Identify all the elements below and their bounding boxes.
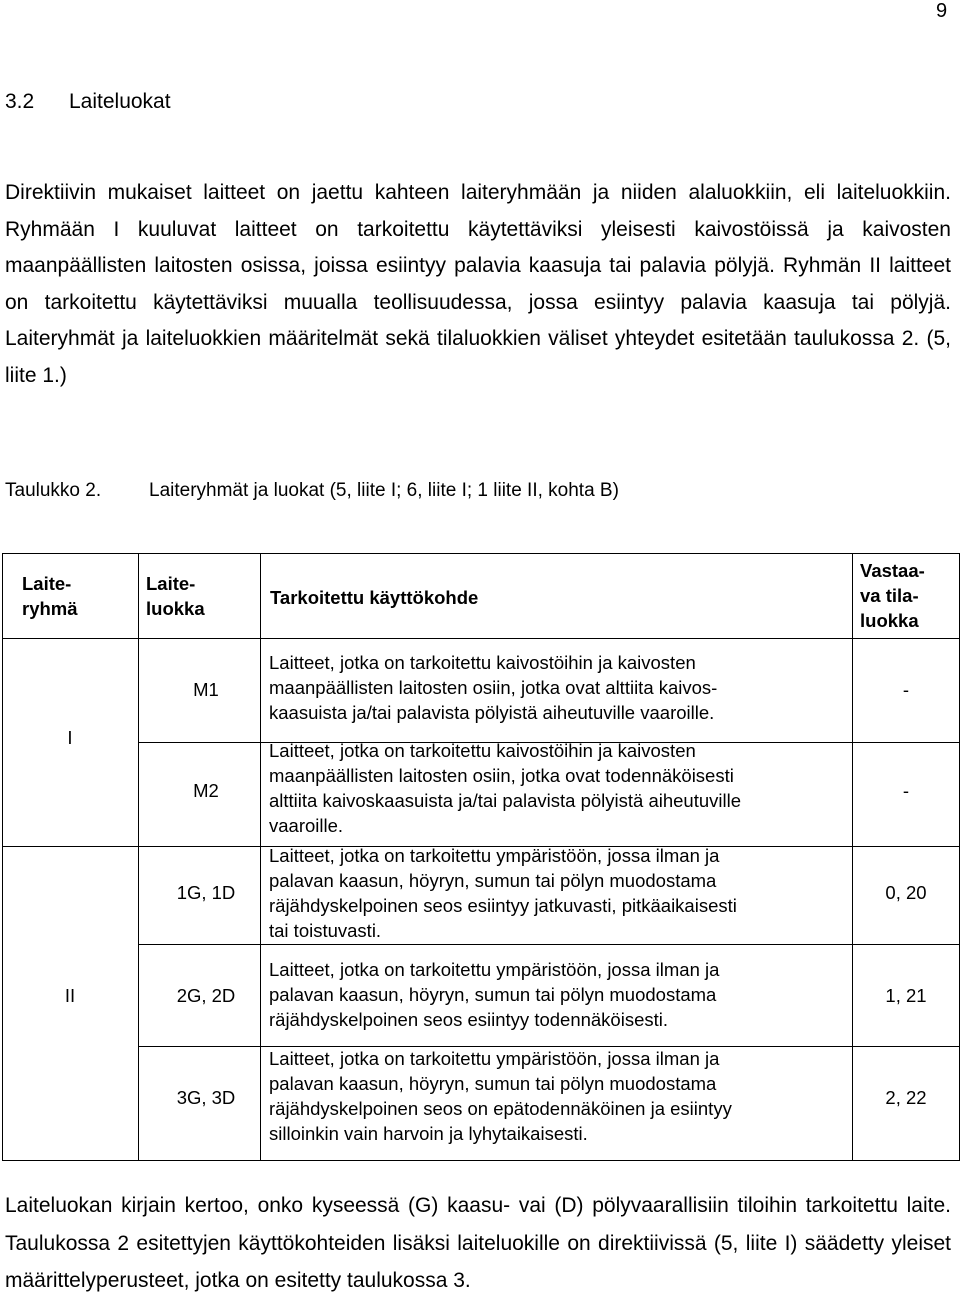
purpose-cell: Laitteet, jotka on tarkoitettu ympäristöön, jossa ilman ja palavan kaasun, höyryn, sumun tai pölyn muodostama räjähdyskelpoinen seos esiintyy jatkuvasti, pitkäaikaisesti tai toistuvasti. [269,845,737,941]
header-zone: Vastaa- va tila- luokka [860,560,925,631]
category-cell: 3G, 3D [176,1087,236,1108]
header-category: Laite- luokka [146,573,205,619]
purpose-cell: Laitteet, jotka on tarkoitettu kaivostöihin ja kaivosten maanpäällisten laitosten osiin, jotka ovat alttiita kaivos- kaasuista ja/tai palavista pölyistä aiheutuville vaaroille. [269,652,718,723]
table-caption-label: Taulukko 2. [5,480,102,501]
zone-cell: - [902,780,910,801]
closing-paragraph: Laiteluokan kirjain kertoo, onko kyseessä (G) kaasu- vai (D) pölyvaarallisiin tiloihin tarkoitettu laite. Taulukossa 2 esitettyjen käyttökohteiden lisäksi laiteluokille on direktiivissä (5, liite I) säädetty yleiset määrittelyperusteet, jotka on esitetty taulukossa 3. [5,1194,951,1292]
zone-cell: 2, 22 [885,1087,927,1108]
purpose-cell: Laitteet, jotka on tarkoitettu ympäristöön, jossa ilman ja palavan kaasun, höyryn, sumun tai pölyn muodostama räjähdyskelpoinen seos on epätodennäköinen ja esiintyy silloinkin vain harvoin ja lyhytaikaisesti. [269,1048,732,1144]
category-cell: M1 [193,679,219,700]
purpose-cell: Laitteet, jotka on tarkoitettu ympäristöön, jossa ilman ja palavan kaasun, höyryn, sumun tai pölyn muodostama räjähdyskelpoinen seos esiintyy todennäköisesti. [269,959,720,1030]
section-title: Laiteluokat [69,90,171,113]
page-number: 9 [936,0,948,22]
group-I: I [67,727,73,748]
zone-cell: - [902,679,910,700]
device-category-table [2,553,960,1161]
purpose-cell: Laitteet, jotka on tarkoitettu kaivostöihin ja kaivosten maanpäällisten laitosten osiin, jotka ovat todennäköisesti alttiita kaivoskaasuista ja/tai palavista pölyistä aiheutuville vaaroille. [269,740,742,836]
zone-cell: 1, 21 [885,985,927,1006]
table-caption-text: Laiteryhmät ja luokat (5, liite I; 6, liite I; 1 liite II, kohta B) [149,480,619,501]
table-caption [5,480,619,502]
header-group: Laite- ryhmä [22,573,78,619]
group-II: II [64,985,76,1006]
category-cell: 2G, 2D [176,985,236,1006]
zone-cell: 0, 20 [885,882,927,903]
category-cell: M2 [193,780,219,801]
section-heading [5,90,171,114]
intro-paragraph: Direktiivin mukaiset laitteet on jaettu kahteen laiteryhmään ja niiden alaluokkiin, eli laiteluokkiin. Ryhmään I kuuluvat laitteet on tarkoitettu käytettäviksi yleisesti kaivostöissä ja kaivosten maanpäällisten laitosten osissa, joissa esiintyy palavia kaasuja tai palavia pölyjä. Ryhmän II laitteet on tarkoitettu käytettäviksi muualla teollisuudessa, jossa esiintyy palavia kaasuja tai pölyjä. Laiteryhmät ja laiteluokkien määritelmät sekä tilaluokkien väliset yhteydet esitetään taulukossa 2. (5, liite 1.) [5,181,951,387]
header-purpose: Tarkoitettu käyttökohde [270,587,479,608]
section-number: 3.2 [5,90,35,113]
category-cell: 1G, 1D [176,882,236,903]
